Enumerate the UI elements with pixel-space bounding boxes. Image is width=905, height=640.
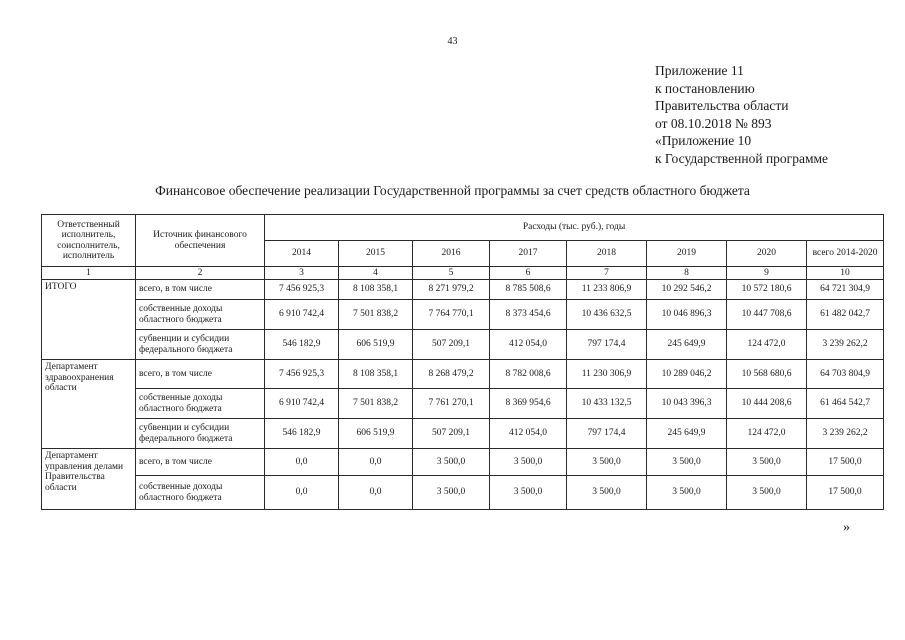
closing-quote: » [843,520,850,535]
table-row [42,330,884,360]
header-year: 2016 [413,241,490,267]
value-cell: 412 054,0 [490,419,567,449]
source-cell: всего, в том числе [136,360,265,389]
value-cell: 8 369 954,6 [490,389,567,419]
value-cell: 3 500,0 [727,449,807,476]
table-row [42,360,884,389]
appendix-note [655,62,828,167]
value-cell: 3 500,0 [490,449,567,476]
value-cell: 11 233 806,9 [567,280,647,300]
value-cell: 546 182,9 [265,330,339,360]
source-cell: собственные доходы областного бюджета [136,476,265,510]
table-row [42,476,884,510]
value-cell: 10 568 680,6 [727,360,807,389]
executor-cell: ИТОГО [42,280,136,360]
column-index: 3 [265,267,339,280]
value-cell: 3 500,0 [490,476,567,510]
value-cell: 245 649,9 [647,330,727,360]
appendix-line: Правительства области [655,98,789,113]
header-year: 2018 [567,241,647,267]
source-cell: всего, в том числе [136,449,265,476]
column-index: 7 [567,267,647,280]
value-cell: 0,0 [265,476,339,510]
value-cell: 3 500,0 [647,449,727,476]
value-cell: 8 108 358,1 [339,280,413,300]
value-cell: 8 108 358,1 [339,360,413,389]
value-cell: 3 500,0 [647,476,727,510]
column-index: 4 [339,267,413,280]
table-row [42,300,884,330]
value-cell: 3 500,0 [567,476,647,510]
value-cell: 8 782 008,6 [490,360,567,389]
value-cell: 546 182,9 [265,419,339,449]
value-cell: 507 209,1 [413,330,490,360]
value-cell: 10 043 396,3 [647,389,727,419]
value-cell: 797 174,4 [567,330,647,360]
value-cell: 10 433 132,5 [567,389,647,419]
table-row [42,389,884,419]
value-cell: 10 292 546,2 [647,280,727,300]
column-index: 9 [727,267,807,280]
source-cell: всего, в том числе [136,280,265,300]
value-cell: 606 519,9 [339,419,413,449]
header-total: всего 2014-2020 [807,241,884,267]
page-number: 43 [447,36,458,47]
value-cell: 10 046 896,3 [647,300,727,330]
value-cell: 11 230 306,9 [567,360,647,389]
total-cell: 64 721 304,9 [807,280,884,300]
appendix-line: от 08.10.2018 № 893 [655,115,772,131]
total-cell: 3 239 262,2 [807,330,884,360]
value-cell: 7 764 770,1 [413,300,490,330]
appendix-line: «Приложение 10 [655,133,752,148]
value-cell: 10 444 208,6 [727,389,807,419]
header-executor: Ответственный исполнитель, соисполнитель, исполнитель [42,215,136,267]
source-cell: собственные доходы областного бюджета [136,300,265,330]
financing-table [41,214,884,510]
column-index: 2 [136,267,265,280]
table-row [42,449,884,476]
value-cell: 10 447 708,6 [727,300,807,330]
column-index-row [42,267,884,280]
executor-cell: Департамент управления делами Правительства области [42,449,136,510]
total-cell: 64 703 804,9 [807,360,884,389]
value-cell: 124 472,0 [727,419,807,449]
value-cell: 507 209,1 [413,419,490,449]
source-cell: собственные доходы областного бюджета [136,389,265,419]
column-index: 8 [647,267,727,280]
header-year: 2015 [339,241,413,267]
value-cell: 8 268 479,2 [413,360,490,389]
total-cell: 61 482 042,7 [807,300,884,330]
value-cell: 8 271 979,2 [413,280,490,300]
table-row [42,419,884,449]
value-cell: 3 500,0 [567,449,647,476]
value-cell: 606 519,9 [339,330,413,360]
document-title: Финансовое обеспечение реализации Государственной программы за счет средств областного бюджета [155,183,750,198]
value-cell: 10 289 046,2 [647,360,727,389]
value-cell: 797 174,4 [567,419,647,449]
total-cell: 17 500,0 [807,449,884,476]
source-cell: субвенции и субсидии федерального бюджета [136,419,265,449]
header-year: 2017 [490,241,567,267]
total-cell: 61 464 542,7 [807,389,884,419]
header-year: 2020 [727,241,807,267]
appendix-line: Приложение 11 [655,63,744,78]
appendix-line: к Государственной программе [655,150,829,166]
column-index: 6 [490,267,567,280]
value-cell: 7 456 925,3 [265,360,339,389]
total-cell: 3 239 262,2 [807,419,884,449]
value-cell: 0,0 [339,476,413,510]
header-source: Источник финансового обеспечения [136,215,265,267]
value-cell: 0,0 [339,449,413,476]
value-cell: 412 054,0 [490,330,567,360]
value-cell: 8 785 508,6 [490,280,567,300]
value-cell: 7 501 838,2 [339,389,413,419]
value-cell: 3 500,0 [413,449,490,476]
header-year: 2014 [265,241,339,267]
value-cell: 10 572 180,6 [727,280,807,300]
value-cell: 245 649,9 [647,419,727,449]
table-row [42,280,884,300]
value-cell: 3 500,0 [727,476,807,510]
value-cell: 10 436 632,5 [567,300,647,330]
value-cell: 7 761 270,1 [413,389,490,419]
column-index: 10 [807,267,884,280]
column-index: 5 [413,267,490,280]
value-cell: 7 501 838,2 [339,300,413,330]
appendix-line: к постановлению [655,80,755,96]
header-year: 2019 [647,241,727,267]
executor-cell: Департамент здравоохранения области [42,360,136,449]
value-cell: 6 910 742,4 [265,389,339,419]
header-expenses: Расходы (тыс. руб.), годы [265,215,884,241]
value-cell: 7 456 925,3 [265,280,339,300]
source-cell: субвенции и субсидии федерального бюджета [136,330,265,360]
value-cell: 8 373 454,6 [490,300,567,330]
value-cell: 124 472,0 [727,330,807,360]
column-index: 1 [42,267,136,280]
value-cell: 3 500,0 [413,476,490,510]
total-cell: 17 500,0 [807,476,884,510]
value-cell: 0,0 [265,449,339,476]
value-cell: 6 910 742,4 [265,300,339,330]
